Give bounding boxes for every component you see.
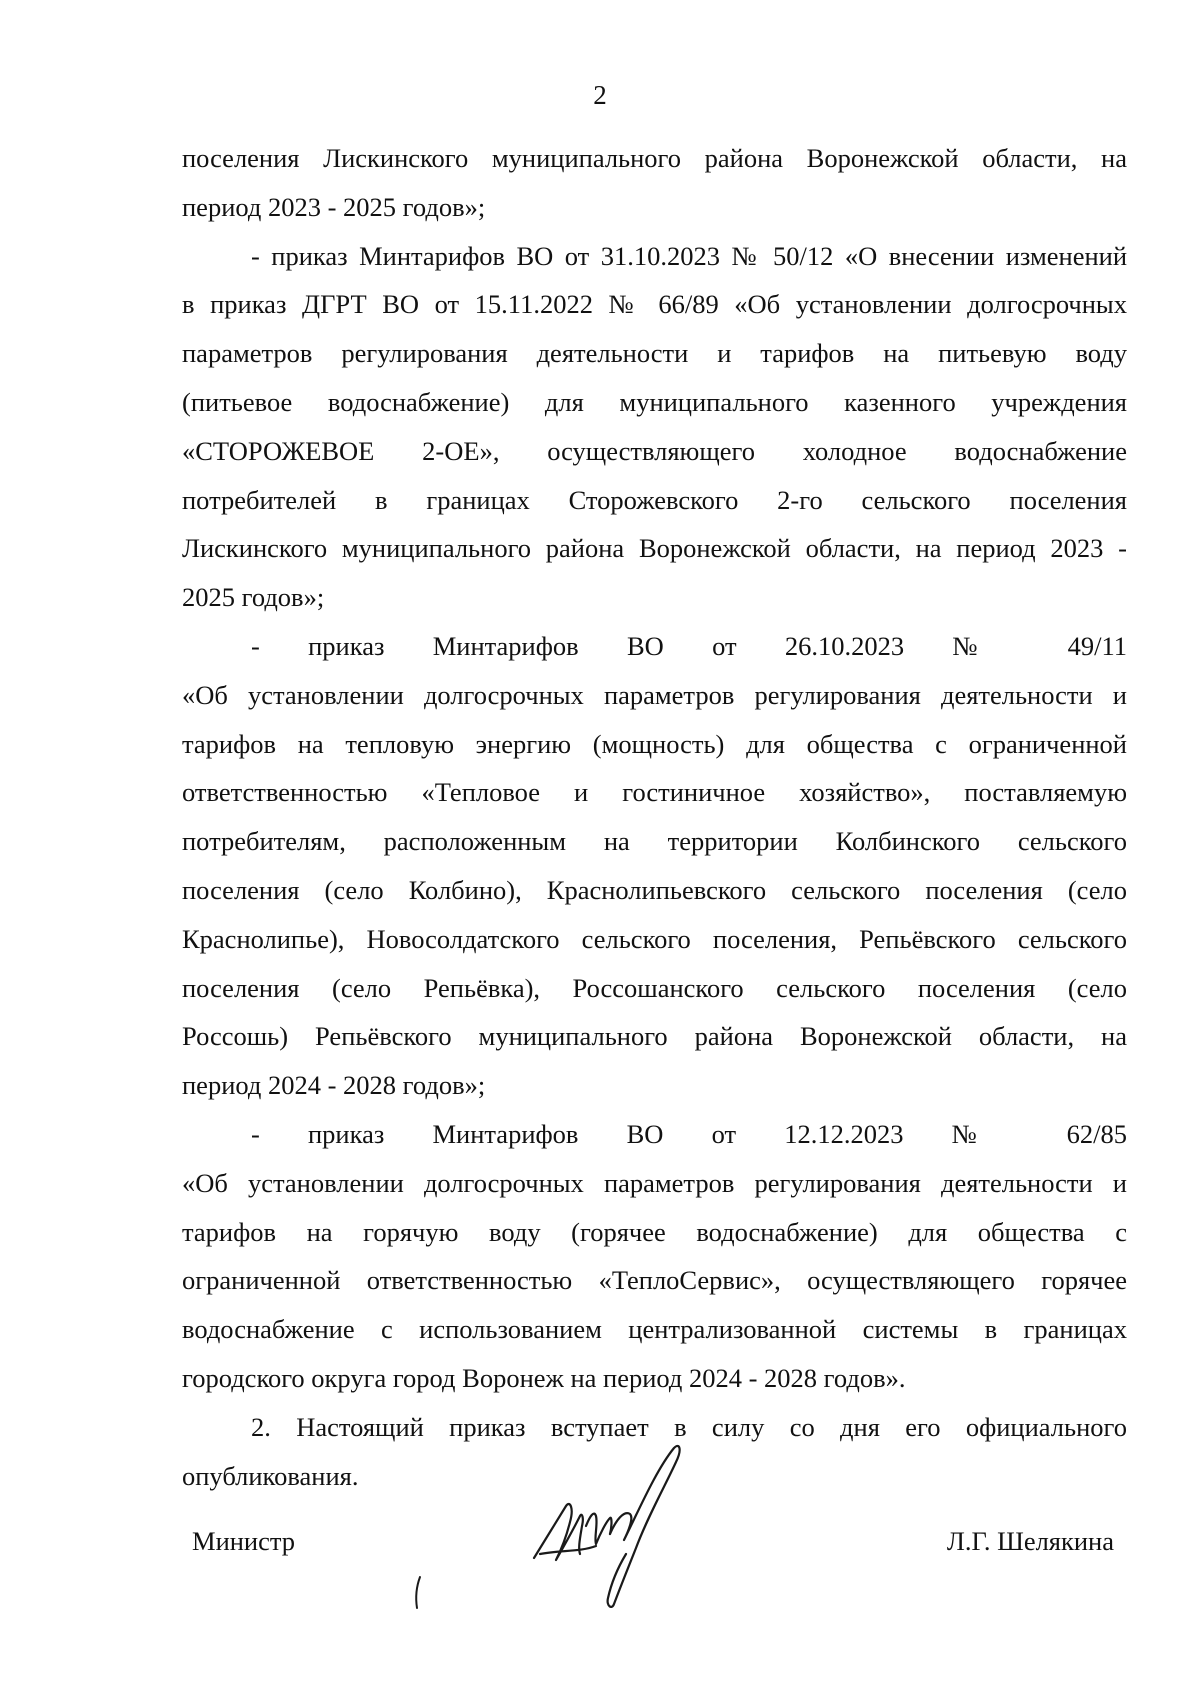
text-line: «Об установлении долгосрочных параметров регулирования деятельности и bbox=[182, 1167, 1127, 1198]
text-line: - приказ Минтарифов ВО от 12.12.2023 № 62/85 bbox=[251, 1118, 1127, 1149]
text-line: поселения Лискинского муниципального района Воронежской области, на bbox=[182, 143, 1127, 173]
text-line: - приказ Минтарифов ВО от 31.10.2023 № 50/12 «О внесении изменений bbox=[251, 240, 1127, 271]
handwritten-signature bbox=[520, 1430, 700, 1620]
text-line: параметров регулирования деятельности и тарифов на питьевую воду bbox=[182, 338, 1127, 369]
text-line: Россошь) Репьёвского муниципального района Воронежской области, на bbox=[182, 1021, 1127, 1052]
text-line: тарифов на тепловую энергию (мощность) для общества с ограниченной bbox=[182, 728, 1127, 759]
text-line: ограниченной ответственностью «ТеплоСервис», осуществляющего горячее bbox=[182, 1265, 1127, 1296]
text-line: 2025 годов»; bbox=[182, 582, 325, 613]
text-line: ответственностью «Тепловое и гостиничное хозяйство», поставляемую bbox=[182, 777, 1127, 808]
text-line: в приказ ДГРТ ВО от 15.11.2022 № 66/89 «Об установлении долгосрочных bbox=[182, 289, 1127, 320]
text-line: Краснолипье), Новосолдатского сельского поселения, Репьёвского сельского bbox=[182, 923, 1127, 954]
text-line: «СТОРОЖЕВОЕ 2-ОЕ», осуществляющего холодное водоснабжение bbox=[182, 435, 1127, 466]
signer-name: Л.Г. Шелякина bbox=[946, 1526, 1114, 1556]
text-line: городского округа город Воронеж на период 2024 - 2028 годов». bbox=[182, 1362, 906, 1393]
text-line: поселения (село Репьёвка), Россошанского сельского поселения (село bbox=[182, 972, 1127, 1003]
text-line: потребителям, расположенным на территории Колбинского сельского bbox=[182, 826, 1127, 857]
text-line: период 2024 - 2028 годов»; bbox=[182, 1070, 486, 1101]
text-line: период 2023 - 2025 годов»; bbox=[182, 191, 486, 222]
document-body bbox=[182, 134, 1127, 1500]
page-number: 2 bbox=[593, 80, 607, 110]
text-line: водоснабжение с использованием централизованной системы в границах bbox=[182, 1314, 1127, 1345]
text-line: «Об установлении долгосрочных параметров регулирования деятельности и bbox=[182, 679, 1127, 710]
text-line: Лискинского муниципального района Воронежской области, на период 2023 - bbox=[182, 533, 1127, 564]
text-line: 2. Настоящий приказ вступает в силу со дня его официального bbox=[251, 1411, 1127, 1442]
text-line: потребителей в границах Сторожевского 2-го сельского поселения bbox=[182, 484, 1127, 515]
pen-mark bbox=[410, 1575, 426, 1611]
text-line: опубликования. bbox=[182, 1460, 359, 1491]
text-line: поселения (село Колбино), Краснолипьевского сельского поселения (село bbox=[182, 874, 1127, 905]
text-line: (питьевое водоснабжение) для муниципального казенного учреждения bbox=[182, 386, 1127, 417]
text-line: - приказ Минтарифов ВО от 26.10.2023 № 49/11 bbox=[251, 630, 1127, 661]
signer-title: Министр bbox=[192, 1526, 296, 1556]
text-line: тарифов на горячую воду (горячее водоснабжение) для общества с bbox=[182, 1216, 1127, 1247]
